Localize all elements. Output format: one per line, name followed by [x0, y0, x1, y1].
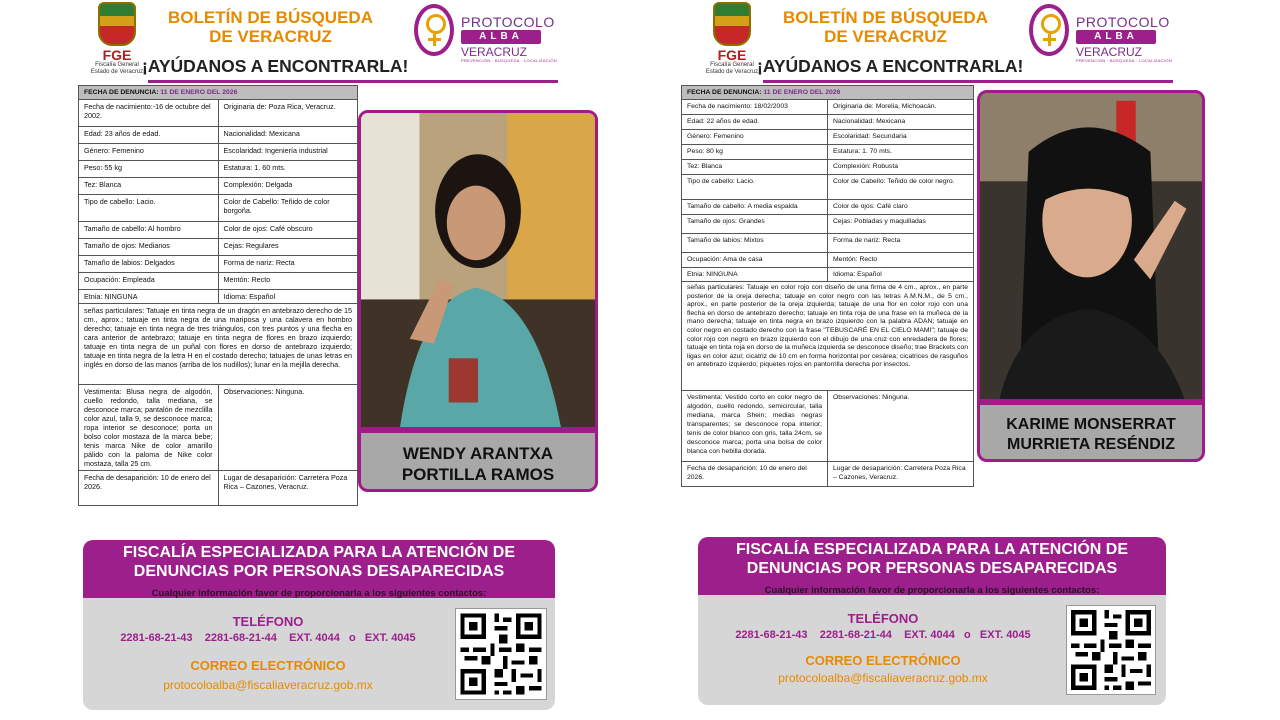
- originaria-cell: Originaria de: Poza Rica, Veracruz.: [218, 100, 358, 127]
- help-heading: ¡AYÚDANOS A ENCONTRARLA!: [757, 56, 1024, 76]
- missing-person-photo: [977, 90, 1205, 402]
- info-table: [78, 85, 358, 506]
- complexion-cell: Complexión: Robusta: [828, 160, 974, 175]
- tipo-cabello-cell: Tipo de cabello: Lacio.: [682, 175, 828, 200]
- alba-tagline: PREVENCIÓN · BÚSQUEDA · LOCALIZACIÓN: [461, 58, 557, 63]
- banner-line1: FISCALÍA ESPECIALIZADA PARA LA ATENCIÓN DE: [736, 541, 1128, 558]
- cejas-cell: Cejas: Pobladas y maquilladas: [828, 215, 974, 234]
- fecha-desaparicion-cell: Fecha de desaparición: 10 de enero del 2026.: [79, 471, 219, 506]
- veracruz-label: VERACRUZ: [461, 45, 528, 59]
- tipo-cabello-cell: Tipo de cabello: Lacio.: [79, 195, 219, 222]
- contact-info-text: Cualquier información favor de proporcionarla a los siguientes contactos:: [151, 588, 487, 599]
- senas-particulares: señas particulares: Tatuaje en tinta negra de un dragón en antebrazo derecho de 15 cm., aprox.; tatuaje en tinta negra de una mariposa y una calavera en hombro derecho; tatuaje en tinta negra de tres triángulos, con tres puntos y una flecha en cara anterior de antebrazo; tatuaje en tinta negra de flores en brazo izquierdo; tatuaje en tinta negra de un puñal con flores en dorso de antebrazo izquierdo; tatuaje en tinta negra de la letra H en el costado derecho; tatuajes de unas letras en inglés en dorso de las manos (arriba de los nudillos); lunar en la mejilla derecha.: [79, 304, 358, 385]
- bulletin-title: [783, 8, 988, 46]
- labios-cell: Tamaño de labios: Mixtos: [682, 234, 828, 253]
- menton-cell: Mentón: Recto: [218, 273, 358, 290]
- menton-cell: Mentón: Recto: [828, 253, 974, 268]
- nacimiento-cell: Fecha de nacimiento:-16 de octubre del 2002.: [79, 100, 219, 127]
- tam-cabello-cell: Tamaño de cabello: A media espalda: [682, 200, 828, 215]
- info-table: [681, 85, 974, 487]
- phone-numbers[interactable]: 2281-68-21-43 2281-68-21-44 EXT. 4044 o EXT. 4045: [735, 629, 1031, 641]
- telefono-label: TELÉFONO: [232, 614, 304, 629]
- fge-logo: [701, 2, 763, 76]
- tez-cell: Tez: Blanca: [682, 160, 828, 175]
- qr-code-icon[interactable]: [1066, 605, 1156, 695]
- estatura-cell: Estatura: 1. 60 mts.: [218, 161, 358, 178]
- ocupacion-cell: Ocupación: Ama de casa: [682, 253, 828, 268]
- fge-label: FGE: [717, 47, 747, 63]
- ocupacion-cell: Ocupación: Empleada: [79, 273, 219, 290]
- header-divider: [763, 80, 1173, 83]
- fge-sub2: Estado de Veracruz: [90, 69, 144, 75]
- email-link[interactable]: protocoloalba@fiscaliaveracruz.gob.mx: [778, 671, 988, 685]
- vestimenta-cell: Vestimenta: Vestido corto en color negro de algodón, cuello redondo, semicircular, talla mediana, marca Shein; medias negras transparentes; se desconoce ropa interior; tenis de color blanco con gris, talla 24cm, se desconoce marca; porta una bolsa de color blanca con hebilla dorada.: [682, 391, 828, 462]
- fge-sub2: Estado de Veracruz: [705, 69, 759, 75]
- genero-cell: Género: Femenino: [682, 130, 828, 145]
- veracruz-crest-icon: [98, 2, 136, 46]
- banner-line1: FISCALÍA ESPECIALIZADA PARA LA ATENCIÓN DE: [123, 544, 515, 561]
- nacionalidad-cell: Nacionalidad: Mexicana: [828, 115, 974, 130]
- person-name-line2: MURRIETA RESÉNDIZ: [1007, 436, 1175, 453]
- email-link[interactable]: protocoloalba@fiscaliaveracruz.gob.mx: [163, 678, 373, 692]
- protocolo-label: PROTOCOLO: [461, 14, 555, 30]
- observaciones-cell: Observaciones: Ninguna.: [828, 391, 974, 462]
- fecha-denuncia-row: FECHA DE DENUNCIA: 11 DE ENERO DEL 2026: [79, 86, 358, 100]
- senas-particulares: señas particulares: Tatuaje en color rojo con diseño de una firma de 4 cm., aprox., en parte posterior de la oreja derecha; tatuaje en color negro con las letras A.M.N.M., de 5 cm., aprox., en parte posterior de la oreja izquierda; tatuaje de una flor en color rojo con una flecha en dorso de antebrazo derecho; tatuaje en tinta roja de una frase en la muñeca de la mano derecha; tatuaje en tinta negra en brazo izquierdo con la palabra ADAN; tatuaje en color negro en costado derecho con la frase "TEBUSCARÉ EN EL CIELO MAMI"; tatuaje de color rojo con negro en brazo izquierdo con el dibujo de una cruz con enredadera de flores; tatuaje en tinta roja en dorso de la muñeca izquierda se desconoce diseño; trae Brackets con ligas en color azul; cicatriz de 10 cm en forma horizontal por cesárea; cicatrices de rasguños en antebrazo izquierdo; piquetes rojos en pantorrilla derecha por insectos.: [682, 282, 974, 391]
- complexion-cell: Complexión: Delgada: [218, 178, 358, 195]
- peso-cell: Peso: 80 kg: [682, 145, 828, 160]
- person-name-line1: WENDY ARANTXA: [402, 444, 554, 463]
- bulletin-title-line2: DE VERACRUZ: [209, 27, 332, 46]
- fge-sub1: Fiscalía General: [95, 62, 139, 68]
- lugar-cell: Lugar de desaparición: Carretera Poza Rica – Cazones, Veracruz.: [218, 471, 358, 506]
- contact-panel: [83, 588, 555, 710]
- nacionalidad-cell: Nacionalidad: Mexicana: [218, 127, 358, 144]
- qr-code-icon[interactable]: [455, 608, 547, 700]
- poster-wendy: [78, 0, 578, 720]
- protocolo-label: PROTOCOLO: [1076, 14, 1170, 30]
- idioma-cell: Idioma: Español: [828, 268, 974, 282]
- color-cabello-cell: Color de Cabello: Teñido de color borgoña.: [218, 195, 358, 222]
- person-name-line1: KARIME MONSERRAT: [1006, 416, 1176, 433]
- nariz-cell: Forma de nariz: Recta: [828, 234, 974, 253]
- banner-line2: DENUNCIAS POR PERSONAS DESAPARECIDAS: [746, 560, 1118, 577]
- veracruz-crest-icon: [713, 2, 751, 46]
- tam-ojos-cell: Tamaño de ojos: Medianos: [79, 239, 219, 256]
- correo-label: CORREO ELECTRÓNICO: [805, 653, 961, 668]
- alba-label: ALBA: [1076, 30, 1156, 44]
- venus-icon: [414, 4, 454, 56]
- peso-cell: Peso: 55 kg: [79, 161, 219, 178]
- fge-label: FGE: [102, 47, 132, 63]
- bulletin-title: [168, 8, 373, 46]
- tam-cabello-cell: Tamaño de cabello: Al hombro: [79, 222, 219, 239]
- veracruz-label: VERACRUZ: [1076, 45, 1143, 59]
- fge-sub1: Fiscalía General: [710, 62, 754, 68]
- fecha-desaparicion-cell: Fecha de desaparición: 10 de enero del 2026.: [682, 462, 828, 487]
- person-name-box: [358, 430, 598, 492]
- escolaridad-cell: Escolaridad: Ingeniería industrial: [218, 144, 358, 161]
- color-ojos-cell: Color de ojos: Café obscuro: [218, 222, 358, 239]
- venus-icon: [1029, 4, 1069, 56]
- bulletin-title-line1: BOLETÍN DE BÚSQUEDA: [168, 8, 373, 27]
- idioma-cell: Idioma: Español: [218, 290, 358, 304]
- alba-label: ALBA: [461, 30, 541, 44]
- etnia-cell: Etnia: NINGUNA: [79, 290, 219, 304]
- contact-panel: [698, 585, 1166, 705]
- contact-info-text: Cualquier información favor de proporcionarla a los siguientes contactos:: [764, 585, 1100, 596]
- vestimenta-cell: Vestimenta: Blusa negra de algodón, cuello redondo, talla mediana, se desconoce marca; pantalón de mezclilla color azul, talla 9, se desconoce marca; ropa interior se desconoce; porta un bolso color mostaza de la marca bebe; tenis marca Nike de color amarillo pálido con la paloma de Nike color mostaza, talla 25 cm.: [79, 385, 219, 471]
- nariz-cell: Forma de nariz: Recta: [218, 256, 358, 273]
- originaria-cell: Originaria de: Morelia, Michoacán.: [828, 100, 974, 115]
- tam-ojos-cell: Tamaño de ojos: Grandes: [682, 215, 828, 234]
- nacimiento-cell: Fecha de nacimiento: 18/02/2003: [682, 100, 828, 115]
- bulletin-title-line2: DE VERACRUZ: [824, 27, 947, 46]
- header-divider: [148, 80, 558, 83]
- observaciones-cell: Observaciones: Ninguna.: [218, 385, 358, 471]
- telefono-label: TELÉFONO: [847, 611, 919, 626]
- genero-cell: Género: Femenino: [79, 144, 219, 161]
- edad-cell: Edad: 22 años de edad.: [682, 115, 828, 130]
- escolaridad-cell: Escolaridad: Secundaria: [828, 130, 974, 145]
- missing-person-photo: [358, 110, 598, 430]
- fge-logo: [86, 2, 148, 76]
- estatura-cell: Estatura: 1. 70 mts.: [828, 145, 974, 160]
- phone-numbers[interactable]: 2281-68-21-43 2281-68-21-44 EXT. 4044 o EXT. 4045: [120, 632, 416, 644]
- bulletin-title-line1: BOLETÍN DE BÚSQUEDA: [783, 8, 988, 27]
- labios-cell: Tamaño de labios: Delgados: [79, 256, 219, 273]
- alba-tagline: PREVENCIÓN · BÚSQUEDA · LOCALIZACIÓN: [1076, 58, 1172, 63]
- banner-line2: DENUNCIAS POR PERSONAS DESAPARECIDAS: [133, 563, 505, 580]
- lugar-cell: Lugar de desaparición: Carretera Poza Rica – Cazones, Veracruz.: [828, 462, 974, 487]
- help-heading: ¡AYÚDANOS A ENCONTRARLA!: [142, 56, 409, 76]
- cejas-cell: Cejas: Regulares: [218, 239, 358, 256]
- color-ojos-cell: Color de ojos: Café claro: [828, 200, 974, 215]
- etnia-cell: Etnia: NINGUNA: [682, 268, 828, 282]
- color-cabello-cell: Color de Cabello: Teñido de color negro.: [828, 175, 974, 200]
- person-name-line2: PORTILLA RAMOS: [401, 465, 555, 484]
- tez-cell: Tez: Blanca: [79, 178, 219, 195]
- correo-label: CORREO ELECTRÓNICO: [190, 658, 346, 673]
- person-name-box: [977, 402, 1205, 462]
- poster-karime: [687, 0, 1193, 720]
- edad-cell: Edad: 23 años de edad.: [79, 127, 219, 144]
- fecha-denuncia-row: FECHA DE DENUNCIA: 11 DE ENERO DEL 2026: [682, 86, 974, 100]
